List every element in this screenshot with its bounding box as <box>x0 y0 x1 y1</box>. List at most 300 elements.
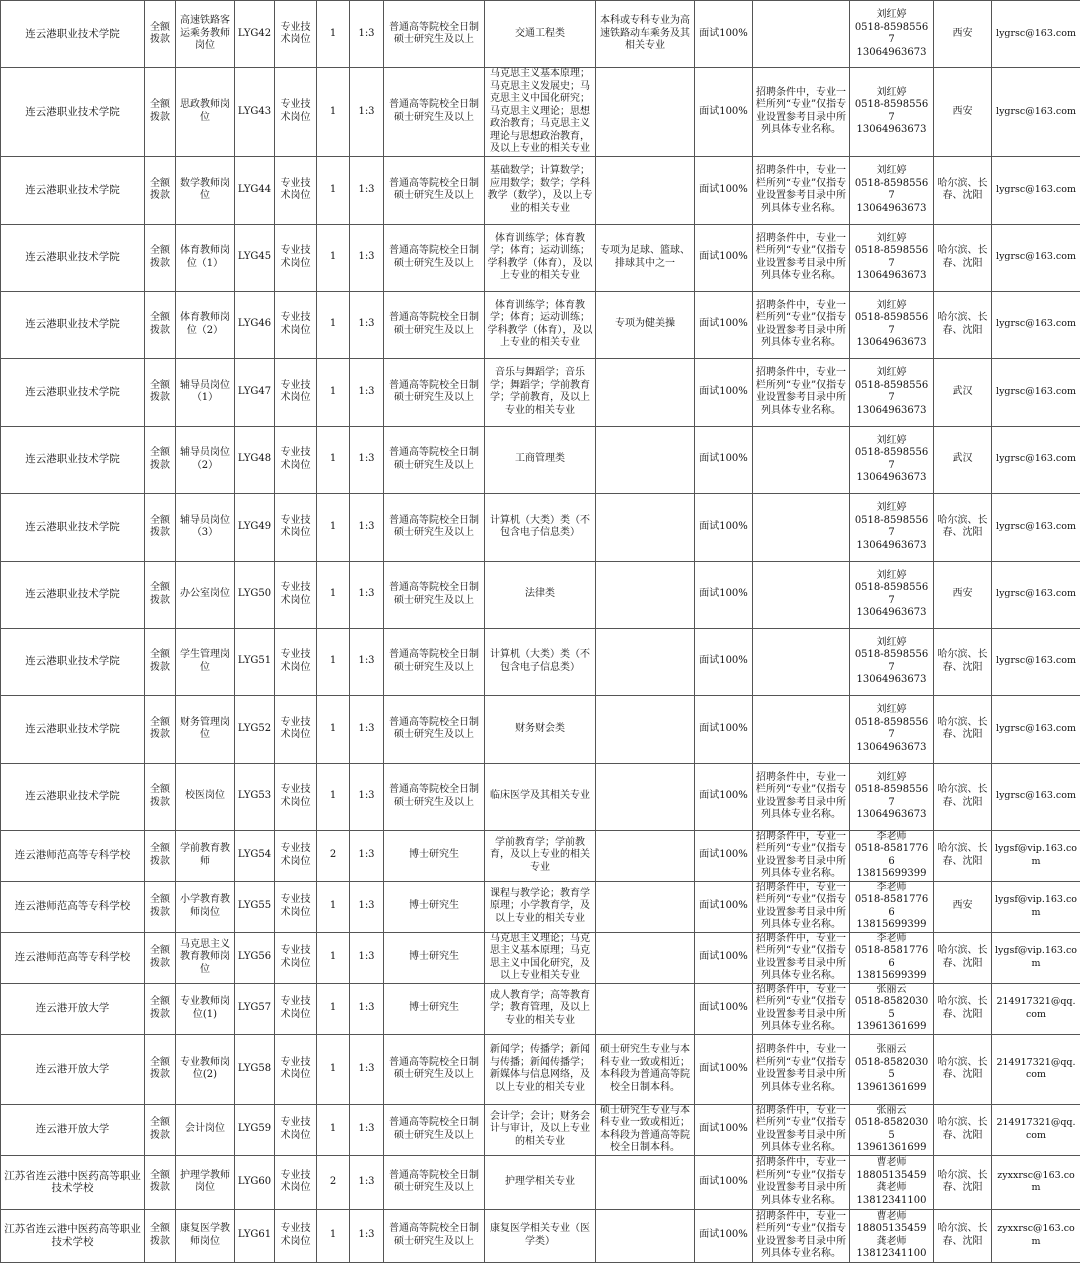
cell-funding: 全额拨款 <box>145 291 176 358</box>
contact-line: 13064963673 <box>852 540 931 553</box>
table-row <box>1 1104 1080 1155</box>
cell-education: 普通高等院校全日制硕士研究生及以上 <box>384 68 485 157</box>
cell-exam-ratio: 1:3 <box>350 881 384 932</box>
cell-interview-location: 哈尔滨、长春、沈阳 <box>934 763 992 830</box>
contact-line: 13961361699 <box>852 1021 931 1034</box>
contact-line: 13064963673 <box>852 674 931 687</box>
cell-post-code: LYG55 <box>235 881 275 932</box>
cell-email: lygrsc@163.com <box>992 156 1080 224</box>
cell-post-type: 专业技术岗位 <box>275 68 317 157</box>
cell-major: 体育训练学；体育教学；体育；运动训练；学科教学（体育），及以上专业的相关专业 <box>485 224 596 291</box>
cell-exam-method: 面试100% <box>695 156 753 224</box>
cell-headcount: 1 <box>317 291 350 358</box>
contact-line: 13815699399 <box>852 919 931 932</box>
cell-interview-location: 武汉 <box>934 358 992 426</box>
contact-line: 0518-85985567 <box>852 245 931 270</box>
cell-major: 工商管理类 <box>485 426 596 493</box>
cell-funding: 全额拨款 <box>145 983 176 1034</box>
contact-line: 张丽云 <box>852 1044 931 1057</box>
cell-post-code: LYG43 <box>235 68 275 157</box>
contact-line: 0518-85820305 <box>852 1057 931 1082</box>
contact-line: 0518-85985567 <box>852 515 931 540</box>
cell-contact <box>850 1104 934 1155</box>
cell-exam-method: 面试100% <box>695 426 753 493</box>
cell-post-name: 数学教师岗位 <box>176 156 235 224</box>
contact-line: 0518-85817766 <box>852 945 931 970</box>
cell-interview-location: 哈尔滨、长春、沈阳 <box>934 932 992 983</box>
cell-email: lygsf@vip.163.com <box>992 932 1080 983</box>
cell-email: lygsf@vip.163.com <box>992 830 1080 881</box>
contact-line: 13064963673 <box>852 270 931 283</box>
cell-exam-method: 面试100% <box>695 628 753 695</box>
table-row <box>1 291 1080 358</box>
cell-headcount: 1 <box>317 358 350 426</box>
table-row <box>1 1155 1080 1209</box>
contact-line: 0518-85985567 <box>852 22 931 47</box>
cell-exam-method: 面试100% <box>695 830 753 881</box>
cell-post-type: 专业技术岗位 <box>275 695 317 763</box>
contact-line: 0518-85817766 <box>852 894 931 919</box>
cell-unit: 连云港职业技术学院 <box>1 426 145 493</box>
cell-post-type: 专业技术岗位 <box>275 358 317 426</box>
cell-remarks: 招聘条件中，专业一栏所列“专业”仅指专业设置参考目录中所列具体专业名称。 <box>753 932 850 983</box>
cell-education: 博士研究生 <box>384 983 485 1034</box>
cell-post-code: LYG50 <box>235 561 275 628</box>
cell-other-requirements <box>596 695 695 763</box>
cell-remarks <box>753 1 850 68</box>
cell-exam-ratio: 1:3 <box>350 830 384 881</box>
cell-contact <box>850 881 934 932</box>
contact-line: 13961361699 <box>852 1142 931 1155</box>
contact-line: 18805135459 <box>852 1223 931 1236</box>
cell-post-name: 康复医学教师岗位 <box>176 1209 235 1262</box>
cell-interview-location: 哈尔滨、长春、沈阳 <box>934 830 992 881</box>
cell-email: zyxxrsc@163.com <box>992 1209 1080 1262</box>
cell-post-type: 专业技术岗位 <box>275 224 317 291</box>
cell-contact <box>850 493 934 561</box>
cell-other-requirements <box>596 156 695 224</box>
cell-exam-ratio: 1:3 <box>350 156 384 224</box>
cell-contact <box>850 1034 934 1104</box>
cell-contact <box>850 932 934 983</box>
cell-interview-location: 哈尔滨、长春、沈阳 <box>934 1034 992 1104</box>
contact-line: 0518-85985567 <box>852 582 931 607</box>
cell-remarks: 招聘条件中，专业一栏所列“专业”仅指专业设置参考目录中所列具体专业名称。 <box>753 1209 850 1262</box>
cell-email: zyxxrsc@163.com <box>992 1155 1080 1209</box>
cell-email: lygrsc@163.com <box>992 763 1080 830</box>
cell-other-requirements: 专项为健美操 <box>596 291 695 358</box>
cell-contact <box>850 628 934 695</box>
contact-line: 刘红婷 <box>852 300 931 313</box>
cell-unit: 连云港师范高等专科学校 <box>1 932 145 983</box>
cell-post-name: 小学教育教师岗位 <box>176 881 235 932</box>
cell-headcount: 1 <box>317 1 350 68</box>
cell-education: 普通高等院校全日制硕士研究生及以上 <box>384 156 485 224</box>
cell-unit: 连云港职业技术学院 <box>1 628 145 695</box>
cell-remarks: 招聘条件中，专业一栏所列“专业”仅指专业设置参考目录中所列具体专业名称。 <box>753 68 850 157</box>
cell-interview-location: 武汉 <box>934 426 992 493</box>
cell-unit: 江苏省连云港中医药高等职业技术学校 <box>1 1209 145 1262</box>
cell-exam-ratio: 1:3 <box>350 224 384 291</box>
cell-exam-method: 面试100% <box>695 224 753 291</box>
contact-line: 刘红婷 <box>852 435 931 448</box>
cell-funding: 全额拨款 <box>145 1 176 68</box>
contact-line: 刘红婷 <box>852 704 931 717</box>
cell-education: 普通高等院校全日制硕士研究生及以上 <box>384 763 485 830</box>
cell-headcount: 2 <box>317 1155 350 1209</box>
cell-unit: 连云港职业技术学院 <box>1 68 145 157</box>
contact-line: 0518-85817766 <box>852 843 931 868</box>
cell-post-code: LYG49 <box>235 493 275 561</box>
cell-post-name: 体育教师岗位（1） <box>176 224 235 291</box>
cell-other-requirements <box>596 68 695 157</box>
cell-headcount: 1 <box>317 493 350 561</box>
cell-unit: 连云港职业技术学院 <box>1 358 145 426</box>
cell-funding: 全额拨款 <box>145 1155 176 1209</box>
cell-other-requirements <box>596 493 695 561</box>
cell-interview-location: 哈尔滨、长春、沈阳 <box>934 1104 992 1155</box>
cell-unit: 连云港开放大学 <box>1 1034 145 1104</box>
contact-line: 张丽云 <box>852 1105 931 1118</box>
cell-funding: 全额拨款 <box>145 561 176 628</box>
cell-headcount: 1 <box>317 1209 350 1262</box>
cell-education: 普通高等院校全日制硕士研究生及以上 <box>384 426 485 493</box>
cell-interview-location: 哈尔滨、长春、沈阳 <box>934 695 992 763</box>
cell-exam-ratio: 1:3 <box>350 763 384 830</box>
contact-line: 龚老师 <box>852 1236 931 1249</box>
table-row <box>1 628 1080 695</box>
cell-headcount: 1 <box>317 881 350 932</box>
cell-email: lygrsc@163.com <box>992 695 1080 763</box>
cell-contact <box>850 358 934 426</box>
cell-post-type: 专业技术岗位 <box>275 1 317 68</box>
contact-line: 0518-85820305 <box>852 1117 931 1142</box>
table-row <box>1 156 1080 224</box>
cell-post-code: LYG58 <box>235 1034 275 1104</box>
cell-major: 马克思主义理论；马克思主义基本原理；马克思主义中国化研究，及以上专业相关专业 <box>485 932 596 983</box>
cell-education: 普通高等院校全日制硕士研究生及以上 <box>384 493 485 561</box>
cell-email: lygsf@vip.163.com <box>992 881 1080 932</box>
cell-exam-ratio: 1:3 <box>350 932 384 983</box>
cell-other-requirements: 专项为足球、篮球、排球其中之一 <box>596 224 695 291</box>
table-row <box>1 68 1080 157</box>
cell-education: 博士研究生 <box>384 932 485 983</box>
cell-education: 普通高等院校全日制硕士研究生及以上 <box>384 561 485 628</box>
cell-other-requirements <box>596 426 695 493</box>
contact-line: 13812341100 <box>852 1195 931 1208</box>
cell-interview-location: 西安 <box>934 881 992 932</box>
cell-post-name: 马克思主义教育教师岗位 <box>176 932 235 983</box>
contact-line: 0518-85820305 <box>852 996 931 1021</box>
contact-line: 13815699399 <box>852 868 931 881</box>
contact-line: 0518-85985567 <box>852 312 931 337</box>
cell-unit: 连云港开放大学 <box>1 1104 145 1155</box>
contact-line: 13064963673 <box>852 337 931 350</box>
cell-exam-ratio: 1:3 <box>350 983 384 1034</box>
cell-post-type: 专业技术岗位 <box>275 1104 317 1155</box>
cell-exam-method: 面试100% <box>695 983 753 1034</box>
cell-post-code: LYG47 <box>235 358 275 426</box>
cell-post-type: 专业技术岗位 <box>275 1034 317 1104</box>
contact-line: 刘红婷 <box>852 637 931 650</box>
cell-remarks: 招聘条件中，专业一栏所列“专业”仅指专业设置参考目录中所列具体专业名称。 <box>753 224 850 291</box>
cell-funding: 全额拨款 <box>145 426 176 493</box>
cell-other-requirements <box>596 358 695 426</box>
table-row <box>1 358 1080 426</box>
cell-unit: 连云港职业技术学院 <box>1 1 145 68</box>
cell-remarks <box>753 493 850 561</box>
cell-post-name: 辅导员岗位（2） <box>176 426 235 493</box>
cell-remarks <box>753 426 850 493</box>
cell-unit: 连云港职业技术学院 <box>1 224 145 291</box>
cell-education: 普通高等院校全日制硕士研究生及以上 <box>384 291 485 358</box>
cell-other-requirements <box>596 1209 695 1262</box>
cell-interview-location: 西安 <box>934 561 992 628</box>
contact-line: 曹老师 <box>852 1157 931 1170</box>
contact-line: 0518-85985567 <box>852 380 931 405</box>
cell-unit: 连云港师范高等专科学校 <box>1 881 145 932</box>
cell-post-name: 校医岗位 <box>176 763 235 830</box>
cell-contact <box>850 830 934 881</box>
table-row <box>1 224 1080 291</box>
cell-unit: 连云港开放大学 <box>1 983 145 1034</box>
table-row <box>1 881 1080 932</box>
cell-email: lygrsc@163.com <box>992 224 1080 291</box>
cell-exam-method: 面试100% <box>695 291 753 358</box>
table-body <box>1 1 1080 1263</box>
cell-major: 交通工程类 <box>485 1 596 68</box>
cell-remarks: 招聘条件中，专业一栏所列“专业”仅指专业设置参考目录中所列具体专业名称。 <box>753 358 850 426</box>
cell-remarks <box>753 628 850 695</box>
cell-email: 214917321@qq.com <box>992 983 1080 1034</box>
cell-exam-ratio: 1:3 <box>350 493 384 561</box>
cell-post-type: 专业技术岗位 <box>275 426 317 493</box>
cell-exam-method: 面试100% <box>695 561 753 628</box>
cell-unit: 江苏省连云港中医药高等职业技术学校 <box>1 1155 145 1209</box>
contact-line: 13961361699 <box>852 1082 931 1095</box>
cell-exam-method: 面试100% <box>695 493 753 561</box>
cell-funding: 全额拨款 <box>145 1209 176 1262</box>
cell-contact <box>850 1 934 68</box>
cell-major: 计算机（大类）类（不包含电子信息类） <box>485 493 596 561</box>
cell-other-requirements <box>596 628 695 695</box>
cell-exam-method: 面试100% <box>695 932 753 983</box>
cell-funding: 全额拨款 <box>145 156 176 224</box>
cell-post-code: LYG54 <box>235 830 275 881</box>
cell-post-code: LYG44 <box>235 156 275 224</box>
cell-post-name: 思政教师岗位 <box>176 68 235 157</box>
cell-education: 普通高等院校全日制硕士研究生及以上 <box>384 695 485 763</box>
cell-exam-method: 面试100% <box>695 881 753 932</box>
cell-exam-method: 面试100% <box>695 763 753 830</box>
contact-line: 13064963673 <box>852 607 931 620</box>
cell-other-requirements <box>596 932 695 983</box>
contact-line: 13064963673 <box>852 472 931 485</box>
cell-exam-ratio: 1:3 <box>350 695 384 763</box>
cell-other-requirements <box>596 983 695 1034</box>
cell-contact <box>850 561 934 628</box>
cell-exam-ratio: 1:3 <box>350 628 384 695</box>
cell-major: 法律类 <box>485 561 596 628</box>
cell-unit: 连云港职业技术学院 <box>1 156 145 224</box>
contact-line: 0518-85985567 <box>852 649 931 674</box>
cell-headcount: 1 <box>317 695 350 763</box>
cell-contact <box>850 291 934 358</box>
contact-line: 曹老师 <box>852 1211 931 1224</box>
cell-remarks: 招聘条件中，专业一栏所列“专业”仅指专业设置参考目录中所列具体专业名称。 <box>753 763 850 830</box>
cell-post-code: LYG57 <box>235 983 275 1034</box>
cell-post-name: 护理学教师岗位 <box>176 1155 235 1209</box>
cell-exam-method: 面试100% <box>695 68 753 157</box>
contact-line: 刘红婷 <box>852 233 931 246</box>
cell-exam-ratio: 1:3 <box>350 561 384 628</box>
cell-funding: 全额拨款 <box>145 628 176 695</box>
cell-exam-method: 面试100% <box>695 1104 753 1155</box>
cell-contact <box>850 695 934 763</box>
cell-exam-ratio: 1:3 <box>350 68 384 157</box>
cell-contact <box>850 426 934 493</box>
cell-post-code: LYG60 <box>235 1155 275 1209</box>
cell-education: 普通高等院校全日制硕士研究生及以上 <box>384 358 485 426</box>
cell-email: lygrsc@163.com <box>992 493 1080 561</box>
cell-post-name: 体育教师岗位（2） <box>176 291 235 358</box>
contact-line: 0518-85985567 <box>852 447 931 472</box>
cell-remarks <box>753 695 850 763</box>
table-row <box>1 695 1080 763</box>
contact-line: 刘红婷 <box>852 165 931 178</box>
cell-post-code: LYG53 <box>235 763 275 830</box>
cell-exam-ratio: 1:3 <box>350 426 384 493</box>
contact-line: 13064963673 <box>852 47 931 60</box>
cell-post-type: 专业技术岗位 <box>275 493 317 561</box>
cell-interview-location: 哈尔滨、长春、沈阳 <box>934 291 992 358</box>
table-row <box>1 561 1080 628</box>
cell-exam-method: 面试100% <box>695 695 753 763</box>
cell-other-requirements: 硕士研究生专业与本科专业一致或相近；本科段为普通高等院校全日制本科。 <box>596 1104 695 1155</box>
cell-post-type: 专业技术岗位 <box>275 983 317 1034</box>
contact-line: 13064963673 <box>852 742 931 755</box>
cell-major: 音乐与舞蹈学；音乐学；舞蹈学；学前教育学；学前教育，及以上专业的相关专业 <box>485 358 596 426</box>
contact-line: 0518-85985567 <box>852 717 931 742</box>
contact-line: 0518-85985567 <box>852 99 931 124</box>
cell-major: 计算机（大类）类（不包含电子信息类） <box>485 628 596 695</box>
cell-remarks: 招聘条件中，专业一栏所列“专业”仅指专业设置参考目录中所列具体专业名称。 <box>753 156 850 224</box>
table-row <box>1 426 1080 493</box>
cell-other-requirements <box>596 830 695 881</box>
cell-exam-method: 面试100% <box>695 1 753 68</box>
cell-remarks: 招聘条件中，专业一栏所列“专业”仅指专业设置参考目录中所列具体专业名称。 <box>753 1155 850 1209</box>
cell-funding: 全额拨款 <box>145 224 176 291</box>
cell-exam-ratio: 1:3 <box>350 1104 384 1155</box>
cell-post-name: 辅导员岗位（1） <box>176 358 235 426</box>
cell-funding: 全额拨款 <box>145 881 176 932</box>
cell-post-code: LYG59 <box>235 1104 275 1155</box>
table-row <box>1 763 1080 830</box>
cell-post-code: LYG42 <box>235 1 275 68</box>
cell-unit: 连云港职业技术学院 <box>1 561 145 628</box>
cell-interview-location: 哈尔滨、长春、沈阳 <box>934 156 992 224</box>
contact-line: 0518-85985567 <box>852 784 931 809</box>
cell-headcount: 1 <box>317 156 350 224</box>
cell-unit: 连云港职业技术学院 <box>1 695 145 763</box>
cell-post-name: 高速铁路客运乘务教师岗位 <box>176 1 235 68</box>
cell-contact <box>850 224 934 291</box>
cell-interview-location: 哈尔滨、长春、沈阳 <box>934 983 992 1034</box>
cell-post-code: LYG48 <box>235 426 275 493</box>
cell-exam-method: 面试100% <box>695 1209 753 1262</box>
cell-exam-method: 面试100% <box>695 1034 753 1104</box>
cell-exam-method: 面试100% <box>695 1155 753 1209</box>
contact-line: 刘红婷 <box>852 772 931 785</box>
cell-post-name: 专业教师岗位(2) <box>176 1034 235 1104</box>
cell-other-requirements: 本科或专科专业为高速铁路动车乘务及其相关专业 <box>596 1 695 68</box>
cell-unit: 连云港职业技术学院 <box>1 291 145 358</box>
cell-post-code: LYG51 <box>235 628 275 695</box>
contact-line: 刘红婷 <box>852 502 931 515</box>
contact-line: 0518-85985567 <box>852 178 931 203</box>
cell-funding: 全额拨款 <box>145 1034 176 1104</box>
cell-interview-location: 哈尔滨、长春、沈阳 <box>934 224 992 291</box>
table-row <box>1 1209 1080 1262</box>
cell-post-code: LYG45 <box>235 224 275 291</box>
cell-major: 马克思主义基本原理；马克思主义发展史；马克思主义中国化研究；马克思主义理论；思想政治教育；马克思主义理论与思想政治教育，及以上专业的相关专业 <box>485 68 596 157</box>
cell-exam-ratio: 1:3 <box>350 1209 384 1262</box>
cell-exam-ratio: 1:3 <box>350 291 384 358</box>
cell-post-name: 财务管理岗位 <box>176 695 235 763</box>
table-row <box>1 493 1080 561</box>
cell-exam-ratio: 1:3 <box>350 1034 384 1104</box>
cell-education: 普通高等院校全日制硕士研究生及以上 <box>384 1 485 68</box>
cell-interview-location: 西安 <box>934 68 992 157</box>
cell-remarks <box>753 561 850 628</box>
cell-email: lygrsc@163.com <box>992 1 1080 68</box>
cell-other-requirements <box>596 881 695 932</box>
cell-education: 普通高等院校全日制硕士研究生及以上 <box>384 1034 485 1104</box>
cell-post-type: 专业技术岗位 <box>275 1209 317 1262</box>
cell-headcount: 1 <box>317 426 350 493</box>
contact-line: 刘红婷 <box>852 367 931 380</box>
cell-contact <box>850 156 934 224</box>
cell-funding: 全额拨款 <box>145 1104 176 1155</box>
cell-email: lygrsc@163.com <box>992 426 1080 493</box>
cell-major: 基础数学；计算数学；应用数学；数学；学科教学（数学），及以上专业的相关专业 <box>485 156 596 224</box>
cell-post-type: 专业技术岗位 <box>275 561 317 628</box>
table-row <box>1 830 1080 881</box>
cell-remarks: 招聘条件中，专业一栏所列“专业”仅指专业设置参考目录中所列具体专业名称。 <box>753 983 850 1034</box>
cell-exam-ratio: 1:3 <box>350 1155 384 1209</box>
cell-post-code: LYG61 <box>235 1209 275 1262</box>
cell-post-name: 辅导员岗位（3） <box>176 493 235 561</box>
cell-post-type: 专业技术岗位 <box>275 932 317 983</box>
cell-unit: 连云港师范高等专科学校 <box>1 830 145 881</box>
cell-headcount: 1 <box>317 628 350 695</box>
cell-headcount: 1 <box>317 1034 350 1104</box>
cell-interview-location: 哈尔滨、长春、沈阳 <box>934 628 992 695</box>
cell-interview-location: 西安 <box>934 1 992 68</box>
cell-exam-ratio: 1:3 <box>350 358 384 426</box>
contact-line: 刘红婷 <box>852 87 931 100</box>
cell-post-type: 专业技术岗位 <box>275 881 317 932</box>
cell-remarks: 招聘条件中，专业一栏所列“专业”仅指专业设置参考目录中所列具体专业名称。 <box>753 1034 850 1104</box>
cell-education: 普通高等院校全日制硕士研究生及以上 <box>384 224 485 291</box>
cell-post-type: 专业技术岗位 <box>275 291 317 358</box>
cell-unit: 连云港职业技术学院 <box>1 763 145 830</box>
cell-interview-location: 哈尔滨、长春、沈阳 <box>934 1209 992 1262</box>
cell-major: 新闻学；传播学；新闻与传播；新闻传播学；新媒体与信息网络，及以上专业的相关专业 <box>485 1034 596 1104</box>
cell-education: 普通高等院校全日制硕士研究生及以上 <box>384 1104 485 1155</box>
cell-education: 普通高等院校全日制硕士研究生及以上 <box>384 1155 485 1209</box>
cell-headcount: 1 <box>317 561 350 628</box>
